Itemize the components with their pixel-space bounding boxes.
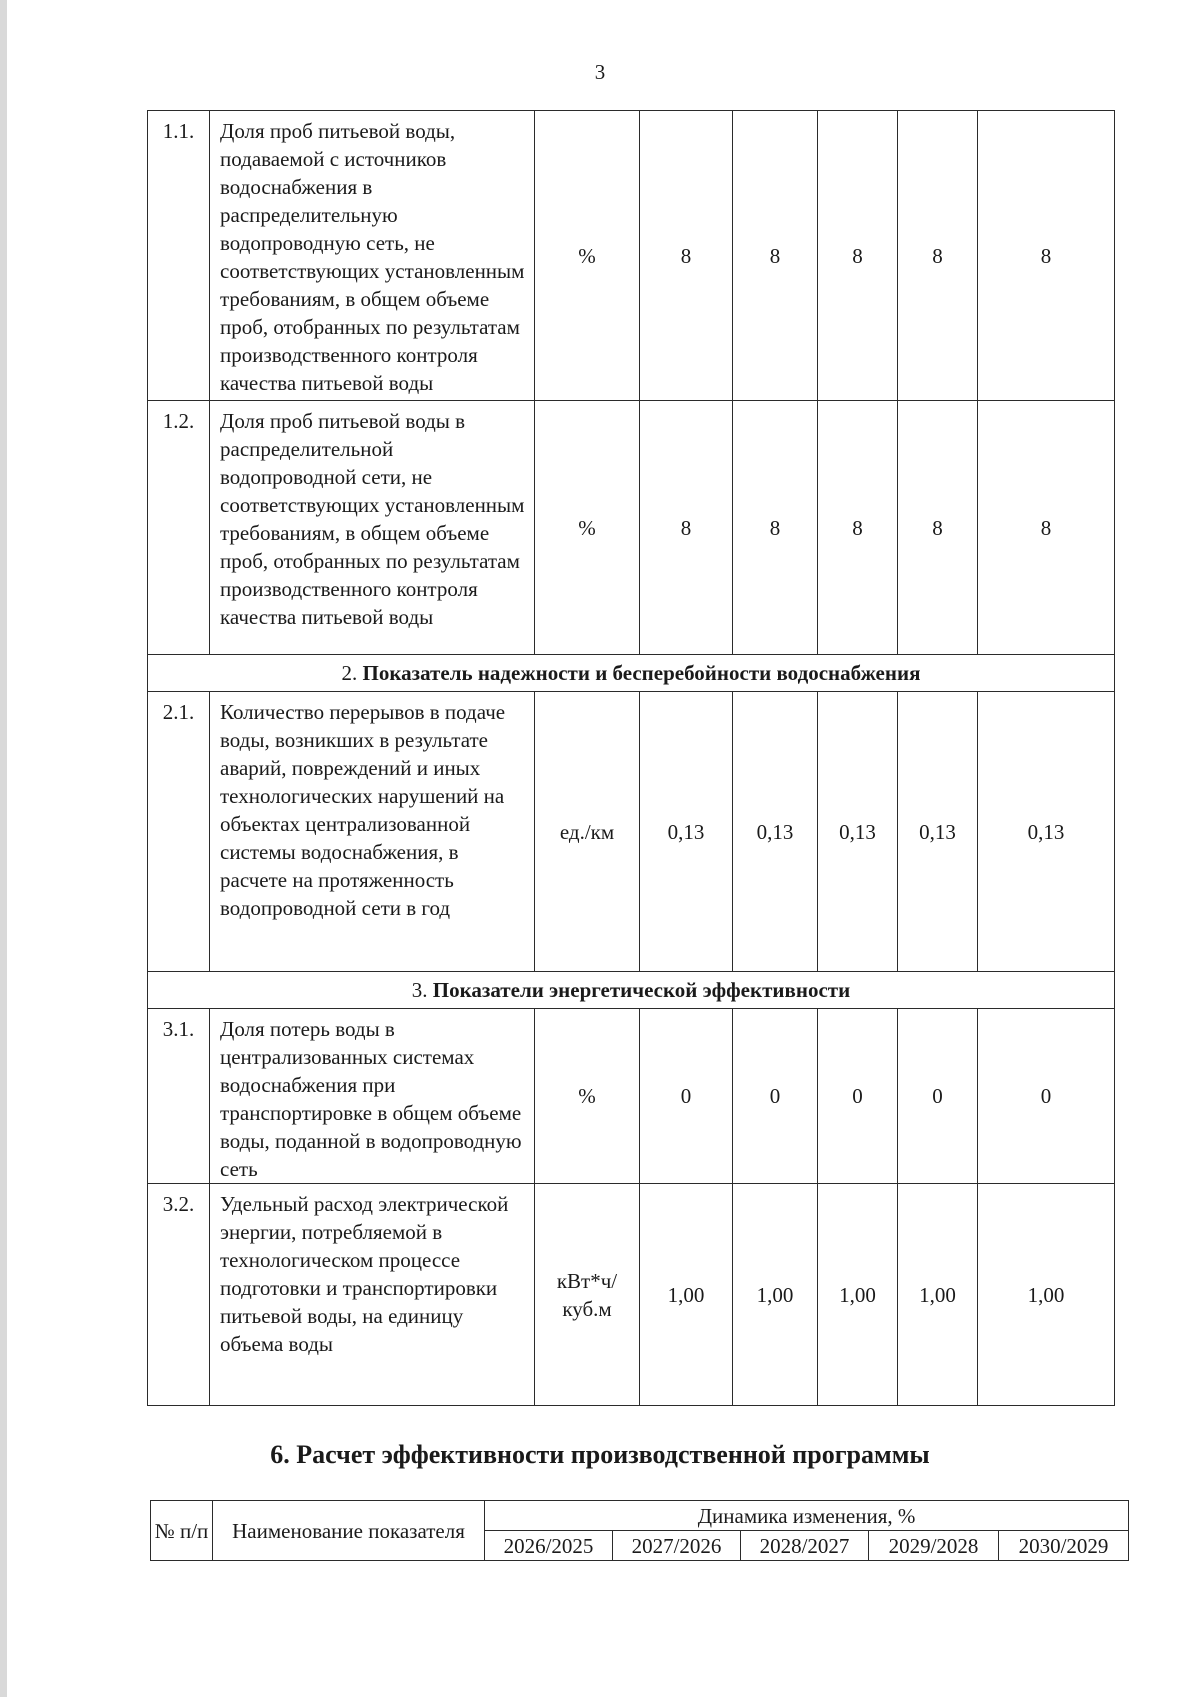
value-cell: 8: [898, 401, 978, 655]
section-6-title: 6. Расчет эффективности производственной программы: [270, 1440, 930, 1469]
value-cell: 1,00: [978, 1184, 1115, 1406]
section-number: 2.: [341, 661, 358, 685]
value-cell: 1,00: [733, 1184, 818, 1406]
period-header: 2029/2028: [869, 1531, 999, 1561]
row-number: 2.1.: [148, 692, 210, 972]
value-cell: 0: [898, 1009, 978, 1184]
indicator-name: Количество перерывов в подаче воды, возникших в результате аварий, повреждений и иных технологических нарушений на объектах централизованной системы водоснабжения, в расчете на протяженность водопроводной сети в год: [210, 692, 535, 972]
indicator-name: Доля проб питьевой воды в распределительной водопроводной сети, не соответствующих установленным требованиям, в общем объеме проб, отобранных по результатам производственного контроля качества питьевой воды: [210, 401, 535, 655]
table-header-row: [151, 1501, 1129, 1531]
unit-cell: %: [535, 401, 640, 655]
unit-cell: ед./км: [535, 692, 640, 972]
section-number: 3.: [411, 978, 428, 1002]
value-cell: 0,13: [978, 692, 1115, 972]
value-cell: 0: [818, 1009, 898, 1184]
section-heading: [148, 655, 1115, 692]
period-header: 2026/2025: [485, 1531, 613, 1561]
value-cell: 8: [733, 401, 818, 655]
period-header: 2028/2027: [741, 1531, 869, 1561]
col-name-header: Наименование показателя: [213, 1501, 485, 1561]
unit-cell: %: [535, 111, 640, 401]
value-cell: 8: [978, 401, 1115, 655]
dynamics-header: Динамика изменения, %: [485, 1501, 1129, 1531]
row-number: 1.2.: [148, 401, 210, 655]
table-row: [148, 111, 1115, 401]
value-cell: 8: [818, 111, 898, 401]
value-cell: 1,00: [898, 1184, 978, 1406]
indicator-name: Удельный расход электрической энергии, потребляемой в технологическом процессе подготовки и транспортировки питьевой воды, на единицу объема воды: [210, 1184, 535, 1406]
unit-cell: %: [535, 1009, 640, 1184]
section-title: Показатель надежности и бесперебойности водоснабжения: [362, 661, 921, 685]
value-cell: 0: [640, 1009, 733, 1184]
table-row: [148, 1009, 1115, 1184]
value-cell: 0,13: [898, 692, 978, 972]
value-cell: 8: [818, 401, 898, 655]
indicator-name: Доля проб питьевой воды, подаваемой с источников водоснабжения в распределительную водопроводную сеть, не соответствующих установленным требованиям, в общем объеме проб, отобранных по результатам производственного контроля качества питьевой воды: [210, 111, 535, 401]
section-heading: [148, 972, 1115, 1009]
value-cell: 0: [978, 1009, 1115, 1184]
value-cell: 1,00: [818, 1184, 898, 1406]
value-cell: 8: [733, 111, 818, 401]
indicator-name: Доля потерь воды в централизованных системах водоснабжения при транспортировке в общем объеме воды, поданной в водопроводную сеть: [210, 1009, 535, 1184]
value-cell: 8: [978, 111, 1115, 401]
period-header: 2030/2029: [999, 1531, 1129, 1561]
value-cell: 8: [640, 401, 733, 655]
row-number: 3.1.: [148, 1009, 210, 1184]
row-number: 3.2.: [148, 1184, 210, 1406]
section-row: [148, 655, 1115, 692]
value-cell: 8: [640, 111, 733, 401]
section-row: [148, 972, 1115, 1009]
value-cell: 1,00: [640, 1184, 733, 1406]
col-number-header: № п/п: [151, 1501, 213, 1561]
value-cell: 0,13: [640, 692, 733, 972]
table-row: [148, 1184, 1115, 1406]
value-cell: 0: [733, 1009, 818, 1184]
efficiency-table: [150, 1500, 1129, 1561]
indicators-table: [147, 110, 1115, 1406]
table-row: [148, 692, 1115, 972]
row-number: 1.1.: [148, 111, 210, 401]
period-header: 2027/2026: [613, 1531, 741, 1561]
value-cell: 0,13: [818, 692, 898, 972]
value-cell: 8: [898, 111, 978, 401]
table-row: [148, 401, 1115, 655]
section-title: Показатели энергетической эффективности: [432, 978, 851, 1002]
unit-cell: кВт*ч/ куб.м: [535, 1184, 640, 1406]
value-cell: 0,13: [733, 692, 818, 972]
page-number: 3: [594, 60, 606, 84]
